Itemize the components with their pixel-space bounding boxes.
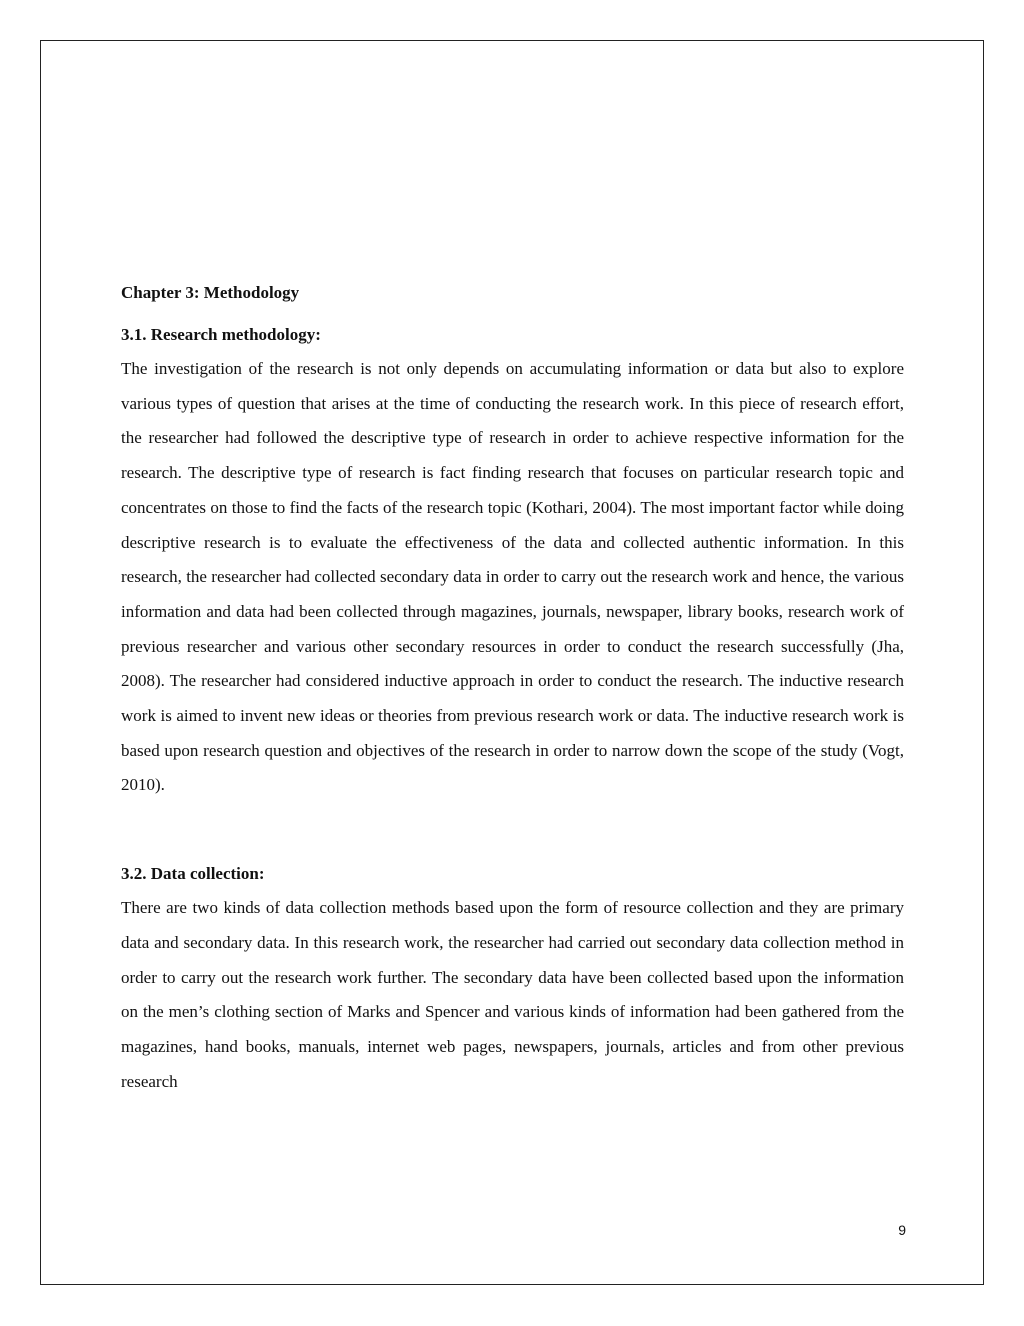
page-number: 9 [898,1222,906,1238]
section-heading: 3.1. Research methodology: [121,325,321,344]
document-body [121,280,904,1099]
section-heading: 3.2. Data collection: [121,864,265,884]
section-paragraph: The investigation of the research is not only depends on accumulating information or data but also to explore various types of question that arises at the time of conducting the research work. In this piece of research effort, the researcher had followed the descriptive type of research in order to achieve respective information for the research. The descriptive type of research is fact finding research that focuses on particular research topic and concentrates on those to find the facts of the research topic (Kothari, 2004). The most important factor while doing descriptive research is to evaluate the effectiveness of the data and collected authentic information. In this research, the researcher had collected secondary data in order to carry out the research work and hence, the various information and data had been collected through magazines, journals, newspaper, library books, research work of previous researcher and various other secondary resources in order to conduct the research successfully (Jha, 2008). The researcher had considered inductive approach in order to conduct the research. The inductive research work is aimed to invent new ideas or theories from previous research work or data. The inductive research work is based upon research question and objectives of the research in order to narrow down the scope of the study (Vogt, 2010). [121,359,904,795]
chapter-title: Chapter 3: Methodology [121,283,300,302]
section-spacer [121,803,904,861]
section-research-methodology [121,322,904,803]
section-data-collection [121,861,904,1099]
section-paragraph: There are two kinds of data collection methods based upon the form of resource collection and they are primary data and secondary data. In this research work, the researcher had carried out secondary data collection method in order to carry out the research work further. The secondary data have been collected based upon the information on the men’s clothing section of Marks and Spencer and various kinds of information had been gathered from the magazines, hand books, manuals, internet web pages, newspapers, journals, articles and from other previous research [121,898,904,1091]
